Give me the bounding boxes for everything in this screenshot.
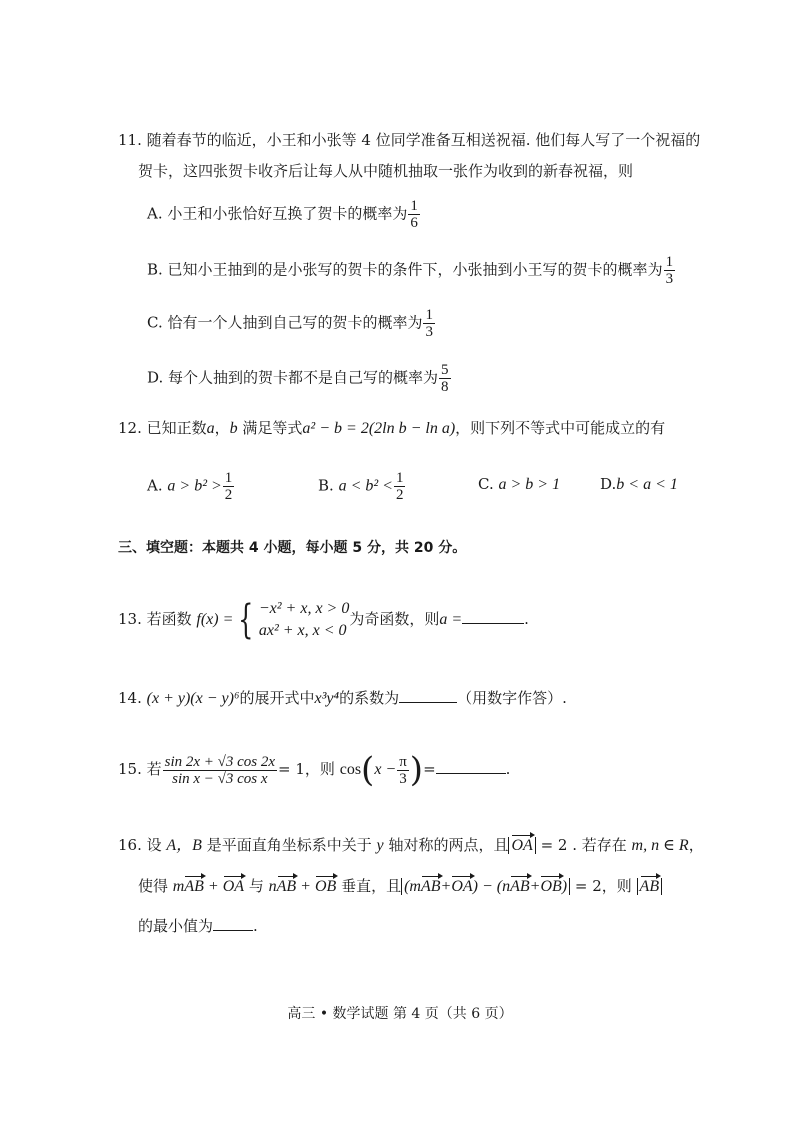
q11-option-b: B. 已知小王抽到的是小张写的贺卡的条件下，小张抽到小王写的贺卡的概率为 $\frac{1}{3}$ bbox=[147, 254, 674, 287]
q16-line2: 使得 mAB + OA 与 nAB + OB 垂直，且 (mAB+OA) − (nAB+OB) = 2，则 AB bbox=[138, 876, 662, 897]
q12-equation: a² − b = 2(2ln b − ln a) bbox=[302, 420, 456, 437]
q12-stem: 12. 已知正数a，b 满足等式a² − b = 2(2ln b − ln a)，则下列不等式中可能成立的有 bbox=[118, 419, 666, 437]
q16-line3: 的最小值为 . bbox=[138, 917, 258, 935]
fraction: $\frac{1}{2}$ bbox=[395, 470, 404, 503]
q15: 15. 若 $\frac{\sin 2x + √3 \cos 2x}{\text{sin x − √3 cos x}}$ = 1，则 cos(x − $\frac{\pi}{3}$ )= . bbox=[118, 750, 511, 790]
brace-icon: { bbox=[238, 597, 254, 643]
q11-line2: 贺卡，这四张贺卡收齐后让每人从中随机抽取一张作为收到的新春祝福，则 bbox=[138, 162, 634, 180]
q11-line1: 11. 随着春节的临近，小王和小张等 4 位同学准备互相送祝福. 他们每人写了一个祝福的 bbox=[118, 131, 701, 149]
fraction: $\frac{1}{6}$ bbox=[410, 198, 418, 231]
q12-option-a: A. a > b² > $\frac{1}{2}$ bbox=[147, 470, 233, 503]
fraction: $\frac{1}{3}$ bbox=[425, 307, 433, 340]
section-title: 三、填空题：本题共 4 小题，每小题 5 分，共 20 分。 bbox=[118, 540, 467, 556]
answer-blank bbox=[436, 759, 506, 774]
q11-option-d: D. 每个人抽到的贺卡都不是自己写的概率为 $\frac{5}{8}$ bbox=[147, 362, 449, 395]
fraction: $\frac{5}{8}$ bbox=[441, 362, 449, 395]
answer-blank bbox=[462, 609, 524, 624]
page-footer: 高三 • 数学试题 第 4 页（共 6 页） bbox=[287, 1006, 513, 1022]
q12-option-d: D.b < a < 1 bbox=[600, 475, 678, 493]
q12-option-b: B. a < b² < $\frac{1}{2}$ bbox=[318, 470, 404, 503]
fraction: $\frac{1}{2}$ bbox=[224, 470, 233, 503]
fraction: $\frac{1}{3}$ bbox=[665, 254, 674, 287]
answer-blank bbox=[399, 688, 457, 703]
q16-line1: 16. 设 A，B 是平面直角坐标系中关于 y 轴对称的两点，且 OA = 2 . 若存在 m, n ∈ R， bbox=[118, 836, 704, 854]
q14: 14. (x + y)(x − y)⁶的展开式中x³y⁴的系数为 （用数字作答）. bbox=[118, 689, 567, 707]
answer-blank bbox=[213, 916, 253, 931]
q12-option-c: C. a > b > 1 bbox=[478, 475, 561, 493]
q13: 13. 若函数 f(x) = { −x² + x, x > 0 ax² + x, x < 0 为奇函数，则a = . bbox=[118, 597, 529, 643]
q11-option-a: A. 小王和小张恰好互换了贺卡的概率为 $\frac{1}{6}$ bbox=[147, 198, 418, 231]
vector-oa: OA bbox=[511, 837, 533, 854]
fraction: $\frac{\pi}{3}$ bbox=[399, 753, 407, 787]
q11-option-c: C. 恰有一个人抽到自己写的贺卡的概率为 $\frac{1}{3}$ bbox=[147, 307, 433, 340]
fraction: $\frac{\sin 2x + √3 \cos 2x}{\text{sin x − √3 cos x}}$ bbox=[164, 753, 276, 787]
